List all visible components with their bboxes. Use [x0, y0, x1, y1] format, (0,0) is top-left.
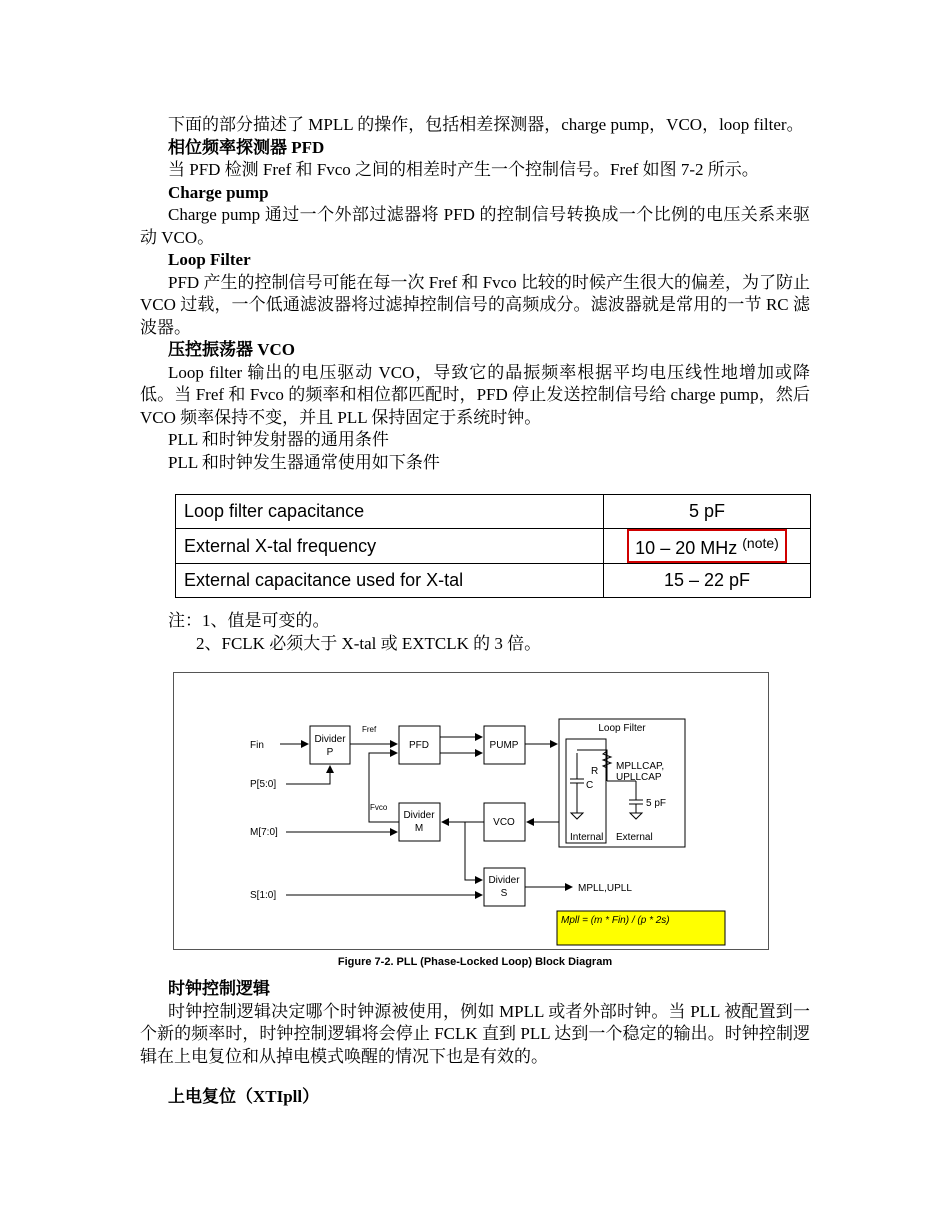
table-cell-value: 15 – 22 pF	[604, 564, 811, 598]
divider-p-label-1: Divider	[314, 734, 346, 745]
note-1: 注：1、值是可变的。	[168, 611, 330, 630]
s-input-label: S[1:0]	[250, 890, 277, 901]
loop-filter-heading: Loop Filter	[168, 250, 251, 269]
table-cell-value	[604, 529, 811, 564]
pump-block-label: PUMP	[489, 740, 519, 751]
divider-s-label-2: S	[500, 888, 508, 899]
table-row	[176, 495, 811, 529]
intro-paragraph: 下面的部分描述了 MPLL 的操作，包括相差探测器，charge pump，VCO，loop filter。	[168, 115, 804, 134]
m-input-label: M[7:0]	[250, 827, 278, 838]
divider-m-label-2: M	[414, 823, 424, 834]
table-cell-param: External X-tal frequency	[176, 529, 604, 564]
output-label: MPLL,UPLL	[578, 883, 632, 894]
internal-label: Internal	[570, 832, 604, 843]
formula-label: Mpll = (m * Fin) / (p * 2s)	[561, 915, 670, 926]
conditions-line-1: PLL 和时钟发射器的通用条件	[168, 430, 389, 449]
loop-filter-label: Loop Filter	[598, 723, 646, 734]
fref-label: Fref	[362, 725, 377, 734]
figure-caption: Figure 7-2. PLL (Phase-Locked Loop) Block Diagram	[337, 956, 613, 968]
upllcap-label: UPLLCAP	[616, 772, 662, 783]
external-label: External	[616, 832, 653, 843]
clock-control-block	[140, 978, 810, 1068]
divider-s-label-1: Divider	[488, 875, 520, 886]
fvco-label: Fvco	[370, 803, 388, 812]
vco-block-label: VCO	[493, 817, 515, 828]
loop-filter-paragraph: PFD 产生的控制信号可能在每一次 Fref 和 Fvco 比较的时候产生很大的偏差，为了防止 VCO 过载，一个低通滤波器将过滤掉控制信号的高频成分。滤波器就是常用的一节 RC 滤波器。	[140, 272, 810, 337]
conditions-line-2: PLL 和时钟发生器通常使用如下条件	[168, 452, 440, 472]
reset-block	[140, 1086, 810, 1109]
pfd-paragraph: 当 PFD 检测 Fref 和 Fvco 之间的相差时产生一个控制信号。Fref 如图 7-2 所示。	[168, 160, 759, 179]
pll-conditions-table	[175, 494, 811, 598]
pfd-block-label: PFD	[409, 740, 429, 751]
pll-block-diagram	[173, 672, 769, 950]
note-2: 2、FCLK 必须大于 X-tal 或 EXTCLK 的 3 倍。	[196, 634, 542, 653]
p-input-label: P[5:0]	[250, 779, 277, 790]
table-row	[176, 564, 811, 598]
capacitor-label: C	[586, 780, 594, 791]
pfd-heading: 相位频率探测器 PFD	[168, 137, 325, 157]
xtal-frequency-value: 10 – 20 MHz	[635, 538, 738, 558]
clock-control-heading: 时钟控制逻辑	[168, 979, 270, 998]
table-cell-param: Loop filter capacitance	[176, 495, 604, 529]
table-cell-param: External capacitance used for X-tal	[176, 564, 604, 598]
vco-paragraph: Loop filter 输出的电压驱动 VCO，导致它的晶振频率根据平均电压线性地增加或降低。当 Fref 和 Fvco 的频率和相位都匹配时，PFD 停止发送控制信号给 charge pump，然后 VCO 频率保持不变，并且 PLL 保持固定于系统时钟。	[140, 362, 810, 427]
highlight-box	[627, 529, 787, 563]
table-cell-value: 5 pF	[604, 495, 811, 529]
divider-m-label-1: Divider	[403, 810, 435, 821]
divider-p-label-2: P	[326, 747, 334, 758]
power-on-reset-heading: 上电复位（XTIpll）	[168, 1087, 320, 1106]
mpllcap-label: MPLLCAP,	[616, 761, 665, 772]
clock-control-paragraph: 时钟控制逻辑决定哪个时钟源被使用，例如 MPLL 或者外部时钟。当 PLL 被配置到一个新的频率时，时钟控制逻辑将会停止 FCLK 直到 PLL 达到一个稳定的输出。时钟控制逻辑在上电复位和从掉电模式唤醒的情况下也是有效的。	[140, 1001, 810, 1066]
fin-label: Fin	[250, 740, 264, 751]
cap-5pf-label: 5 pF	[646, 798, 667, 809]
table-row	[176, 529, 811, 564]
pump-paragraph: Charge pump 通过一个外部过滤器将 PFD 的控制信号转换成一个比例的电压关系来驱动 VCO。	[140, 205, 810, 247]
vco-heading: 压控振荡器 VCO	[168, 340, 296, 359]
intro-block	[140, 114, 810, 474]
pump-heading: Charge pump	[168, 182, 269, 202]
resistor-label: R	[591, 766, 599, 777]
note-marker: (note)	[742, 535, 779, 551]
